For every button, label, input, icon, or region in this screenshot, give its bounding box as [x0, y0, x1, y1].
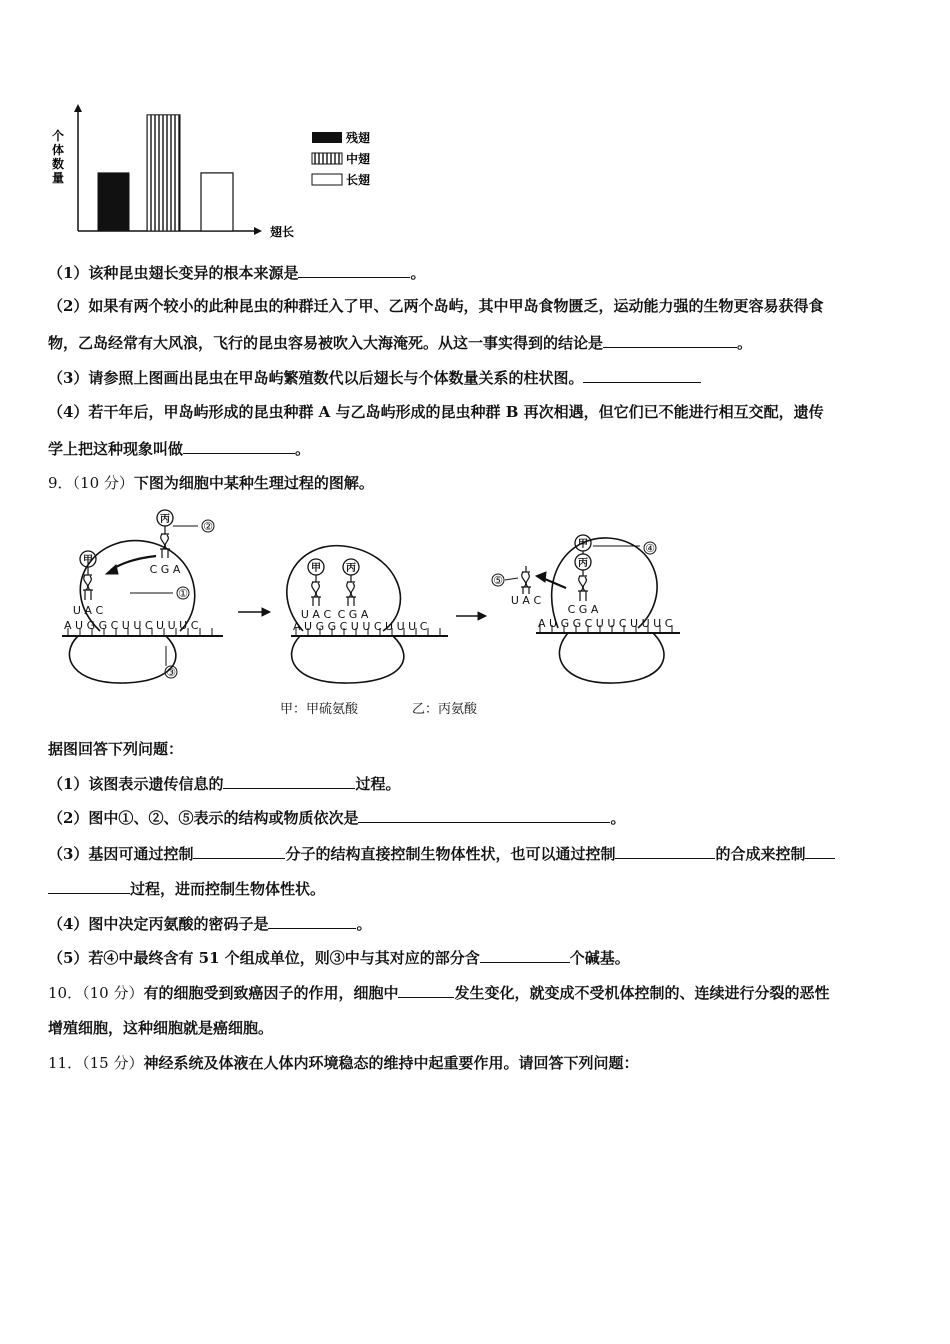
q9-item-2: （2）图中①、②、⑤表示的结构或物质依次是 。: [48, 809, 626, 827]
figure-caption: 甲：甲硫氨酸: [280, 702, 359, 717]
amino-acid-label: 甲: [311, 563, 321, 574]
mrna-sequence: A U G G C U U C U U U C: [538, 617, 673, 630]
mrna-sequence: A U G G C U U C U U U C: [293, 620, 428, 633]
anticodon-label: U A C: [510, 594, 542, 607]
amino-acid-label: 丙: [346, 563, 356, 574]
legend-label: 中翅: [346, 152, 371, 166]
arrow-head: [536, 572, 546, 582]
legend-swatch-medium: [312, 153, 342, 164]
q8-line-2: （2）如果有两个较小的此种昆虫的种群迁入了甲、乙两个岛屿，其中甲岛食物匮乏，运动能力强的生物更容易获得食: [48, 297, 824, 315]
answer-blank[interactable]: [583, 367, 701, 383]
trna-bing: [346, 575, 356, 606]
trna-bing: [578, 570, 588, 601]
mrna-sequence: A U G G C U U C U U U C: [64, 619, 199, 632]
answer-blank[interactable]: [223, 773, 355, 789]
circled-label: ⑤: [493, 574, 503, 587]
q9-heading: 9．（10 分）下图为细胞中某种生理过程的图解。: [48, 474, 374, 492]
x-axis-label: 翅长: [270, 225, 295, 239]
arrow-head: [106, 565, 118, 574]
answer-blank[interactable]: [268, 913, 356, 929]
q9-item-1: （1）该图表示遗传信息的 过程。: [48, 775, 401, 793]
y-axis-label-char: 数: [51, 157, 65, 171]
anticodon-label: U A C: [300, 608, 332, 621]
circled-label: ②: [203, 520, 213, 533]
answer-blank[interactable]: [603, 332, 737, 348]
trna-released: [521, 566, 531, 594]
answer-blank[interactable]: [48, 878, 130, 894]
legend-swatch-long: [312, 174, 342, 185]
q9-item-3-cont: 过程，进而控制生物体性状。: [48, 878, 908, 899]
answer-blank[interactable]: [398, 982, 454, 998]
amino-acid-label: 甲: [578, 539, 588, 550]
anticodon-label: C G A: [337, 608, 369, 621]
q9-item-4: （4）图中决定丙氨酸的密码子是 。: [48, 915, 372, 933]
translation-diagram: [48, 506, 708, 722]
amino-acid-label: 甲: [83, 555, 93, 566]
answer-blank[interactable]: [805, 843, 835, 859]
figure-caption: 乙：丙氨酸: [412, 702, 478, 717]
q9-item-5: （5）若④中最终含有 51 个组成单位，则③中与其对应的部分含 个碱基。: [48, 949, 630, 967]
answer-blank[interactable]: [193, 843, 285, 859]
ribosome-large-subunit: [80, 541, 194, 631]
circled-label: ①: [178, 587, 188, 600]
q8-line-3: 物，乙岛经常有大风浪，飞行的昆虫容易被吹入大海淹死。从这一事实得到的结论是 。: [48, 334, 753, 352]
legend-label: 长翅: [346, 173, 371, 187]
y-axis-label-char: 个: [51, 129, 65, 143]
ribosome-small-subunit: [69, 636, 175, 683]
wing-length-bar-chart: [50, 104, 390, 244]
anticodon-label: C G A: [149, 563, 181, 576]
anticodon-label: U A C: [72, 604, 104, 617]
q8-line-1: （1）该种昆虫翅长变异的根本来源是 。: [48, 264, 426, 282]
q8-line-5: （4）若干年后，甲岛屿形成的昆虫种群 A 与乙岛屿形成的昆虫种群 B 再次相遇，但它们已不能进行相互交配，遗传: [48, 403, 824, 421]
trna-bing-incoming: [160, 526, 170, 558]
step-arrow-head: [262, 608, 270, 616]
bar-medium-wing: [147, 115, 180, 231]
question-number: 9．（10 分）: [48, 474, 134, 492]
answer-blank[interactable]: [480, 947, 570, 963]
bar-long-wing: [201, 173, 233, 231]
y-axis-label-char: 体: [51, 143, 65, 157]
q10-line-2: 增殖细胞，这种细胞就是癌细胞。: [48, 1019, 274, 1037]
answer-blank[interactable]: [298, 262, 410, 278]
answer-blank[interactable]: [183, 438, 295, 454]
q9-prompt: 据图回答下列问题：: [48, 740, 184, 758]
label-leader-5: [505, 578, 518, 580]
circled-label: ④: [645, 542, 655, 555]
ribosome-small-subunit: [559, 633, 664, 683]
amino-acid-label: 丙: [160, 514, 170, 525]
q10-line-1: 10．（10 分）有的细胞受到致癌因子的作用，细胞中 发生变化，就变成不受机体控制的、连续进行分裂的恶性: [48, 984, 830, 1002]
anticodon-label: C G A: [567, 603, 599, 616]
q11-line: 11．（15 分）神经系统及体液在人体内环境稳态的维持中起重要作用。请回答下列问题：: [48, 1054, 639, 1072]
q9-item-3: （3）基因可通过控制 分子的结构直接控制生物体性状，也可以通过控制 的合成来控制: [48, 843, 908, 864]
answer-blank[interactable]: [615, 843, 715, 859]
step-arrow-head: [478, 612, 486, 620]
q8-line-6: 学上把这种现象叫做 。: [48, 440, 311, 458]
circled-label: ③: [166, 666, 176, 679]
answer-blank[interactable]: [358, 807, 610, 823]
trna-jia: [311, 575, 321, 606]
question-number: 10．（10 分）: [48, 984, 144, 1002]
legend-label: 残翅: [346, 131, 371, 145]
bar-vestigial-wing: [98, 173, 129, 231]
amino-acid-label: 丙: [578, 558, 588, 569]
ribosome-small-subunit: [292, 636, 404, 683]
y-axis-arrow: [74, 104, 82, 112]
y-axis-label-char: 量: [51, 171, 65, 185]
question-number: 11．（15 分）: [48, 1054, 144, 1072]
q8-line-4: （3）请参照上图画出昆虫在甲岛屿繁殖数代以后翅长与个体数量关系的柱状图。: [48, 367, 908, 388]
x-axis-arrow: [254, 227, 262, 235]
legend-swatch-vestigial: [312, 132, 342, 143]
